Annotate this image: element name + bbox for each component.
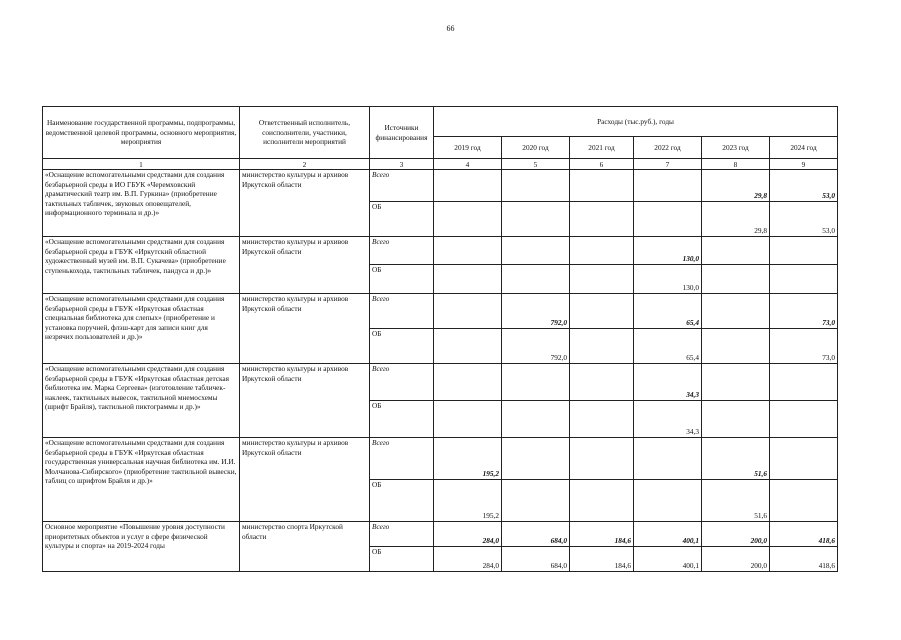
activity-name: «Оснащение вспомогательными средствами для создания безбарьерной среды в ГБУК «Иркутская областная государственная универсальная научная библиотека им. И.И. Молчанова-Сибирского» (приобретение тактильной вывески, таблиц со шрифтом Брайля и др.)» [43, 438, 240, 522]
value-cell: 684,0 [502, 547, 570, 572]
value-cell: 284,0 [434, 547, 502, 572]
source-sub: ОБ [370, 480, 434, 522]
executor: министерство культуры и архивов Иркутской области [240, 294, 370, 364]
activity-name: «Оснащение вспомогательными средствами для создания безбарьерной среды в ГБУК «Иркутский областной художественный музей им. В.П. Сукачева» (приобретение ступенькохода, тактильных табличек, пандуса и др.)» [43, 237, 240, 294]
value-cell: 65,4 [634, 329, 702, 364]
value-cell [434, 170, 502, 202]
source-sub: ОБ [370, 547, 434, 572]
header-year: 2024 год [770, 137, 838, 159]
value-cell [702, 265, 770, 294]
source-sub: ОБ [370, 329, 434, 364]
table-row [43, 364, 838, 401]
value-cell [570, 170, 634, 202]
column-number: 1 [43, 159, 240, 170]
value-cell: 200,0 [702, 547, 770, 572]
value-cell: 792,0 [502, 294, 570, 329]
value-cell [570, 265, 634, 294]
header-name: Наименование государственной программы, подпрограммы, ведомственной целевой программы, основного мероприятия, мероприятия [43, 107, 240, 159]
activity-name: Основное мероприятие «Повышение уровня доступности приоритетных объектов и услуг в сфере физической культуры и спорта» на 2019-2024 годы [43, 522, 240, 572]
value-cell [770, 237, 838, 265]
header-expenses: Расходы (тыс.руб.), годы [434, 107, 838, 137]
source-total: Всего [370, 438, 434, 480]
value-cell: 34,3 [634, 401, 702, 438]
header-executor: Ответственный исполнитель, соисполнители, участники, исполнители мероприятий [240, 107, 370, 159]
value-cell [770, 480, 838, 522]
value-cell [702, 294, 770, 329]
value-cell [770, 364, 838, 401]
column-number: 3 [370, 159, 434, 170]
column-number: 9 [770, 159, 838, 170]
value-cell [502, 170, 570, 202]
table-row [43, 170, 838, 202]
source-total: Всего [370, 522, 434, 547]
value-cell [434, 401, 502, 438]
value-cell [434, 329, 502, 364]
activity-name: «Оснащение вспомогательными средствами для создания безбарьерной среды в ГБУК «Иркутская областная детская библиотека им. Марка Сергеева» (изготовление табличек-наклеек, тактильных вывесок, тактильной мнемосхемы (шрифт Брайля), тактильной пиктограммы и др.)» [43, 364, 240, 438]
value-cell: 34,3 [634, 364, 702, 401]
value-cell: 195,2 [434, 438, 502, 480]
value-cell [502, 480, 570, 522]
value-cell [770, 265, 838, 294]
value-cell: 684,0 [502, 522, 570, 547]
value-cell [634, 438, 702, 480]
value-cell [634, 480, 702, 522]
value-cell [570, 237, 634, 265]
value-cell [434, 294, 502, 329]
header-source: Источники финансирования [370, 107, 434, 159]
value-cell [570, 438, 634, 480]
column-number-row [43, 159, 838, 170]
header-year: 2020 год [502, 137, 570, 159]
value-cell: 195,2 [434, 480, 502, 522]
value-cell: 200,0 [702, 522, 770, 547]
header-year: 2022 год [634, 137, 702, 159]
executor: министерство культуры и архивов Иркутской области [240, 364, 370, 438]
value-cell [702, 364, 770, 401]
value-cell: 400,1 [634, 522, 702, 547]
value-cell: 792,0 [502, 329, 570, 364]
value-cell [434, 364, 502, 401]
header-year: 2021 год [570, 137, 634, 159]
table-row [43, 522, 838, 547]
source-total: Всего [370, 237, 434, 265]
value-cell: 51,6 [702, 438, 770, 480]
column-number: 8 [702, 159, 770, 170]
source-total: Всего [370, 170, 434, 202]
value-cell: 184,6 [570, 547, 634, 572]
value-cell: 184,6 [570, 522, 634, 547]
value-cell [502, 438, 570, 480]
value-cell [502, 364, 570, 401]
value-cell [502, 202, 570, 237]
value-cell [770, 438, 838, 480]
value-cell [702, 401, 770, 438]
executor: министерство культуры и архивов Иркутской области [240, 438, 370, 522]
table-row [43, 237, 838, 265]
value-cell: 418,6 [770, 522, 838, 547]
value-cell [434, 237, 502, 265]
executor: министерство спорта Иркутской области [240, 522, 370, 572]
column-number: 7 [634, 159, 702, 170]
value-cell [570, 364, 634, 401]
source-sub: ОБ [370, 202, 434, 237]
executor: министерство культуры и архивов Иркутской области [240, 170, 370, 237]
value-cell: 51,6 [702, 480, 770, 522]
value-cell: 130,0 [634, 237, 702, 265]
activity-name: «Оснащение вспомогательными средствами для создания безбарьерной среды в ГБУК «Иркутская областная специальная библиотека для слепых» (приобретение и установка поручней, флэш-карт для записи книг для незрячих пользователей и др.)» [43, 294, 240, 364]
table-row [43, 438, 838, 480]
value-cell: 65,4 [634, 294, 702, 329]
value-cell: 418,6 [770, 547, 838, 572]
value-cell [434, 265, 502, 294]
column-number: 4 [434, 159, 502, 170]
value-cell: 29,8 [702, 170, 770, 202]
value-cell: 400,1 [634, 547, 702, 572]
header-year: 2023 год [702, 137, 770, 159]
value-cell [570, 480, 634, 522]
budget-table [42, 106, 838, 572]
value-cell [502, 265, 570, 294]
activity-name: «Оснащение вспомогательными средствами для создания безбарьерной среды в ИО ГБУК «Черемховский драматический театр им. В.П. Гуркина» (приобретение тактильных табличек, звуковых оповещателей, информационного терминала и др.)» [43, 170, 240, 237]
value-cell [570, 294, 634, 329]
value-cell [434, 202, 502, 237]
value-cell: 53,0 [770, 202, 838, 237]
source-sub: ОБ [370, 401, 434, 438]
value-cell [702, 329, 770, 364]
value-cell [702, 237, 770, 265]
value-cell [570, 329, 634, 364]
value-cell [770, 401, 838, 438]
header-year: 2019 год [434, 137, 502, 159]
value-cell: 130,0 [634, 265, 702, 294]
executor: министерство культуры и архивов Иркутской области [240, 237, 370, 294]
column-number: 2 [240, 159, 370, 170]
value-cell [634, 170, 702, 202]
value-cell [502, 237, 570, 265]
value-cell: 29,8 [702, 202, 770, 237]
source-sub: ОБ [370, 265, 434, 294]
value-cell [570, 202, 634, 237]
value-cell: 53,0 [770, 170, 838, 202]
column-number: 5 [502, 159, 570, 170]
value-cell: 73,0 [770, 329, 838, 364]
column-number: 6 [570, 159, 634, 170]
value-cell [502, 401, 570, 438]
table-row [43, 294, 838, 329]
value-cell: 284,0 [434, 522, 502, 547]
value-cell [570, 401, 634, 438]
source-total: Всего [370, 294, 434, 329]
source-total: Всего [370, 364, 434, 401]
value-cell [634, 202, 702, 237]
value-cell: 73,0 [770, 294, 838, 329]
page-number: 66 [446, 24, 455, 33]
